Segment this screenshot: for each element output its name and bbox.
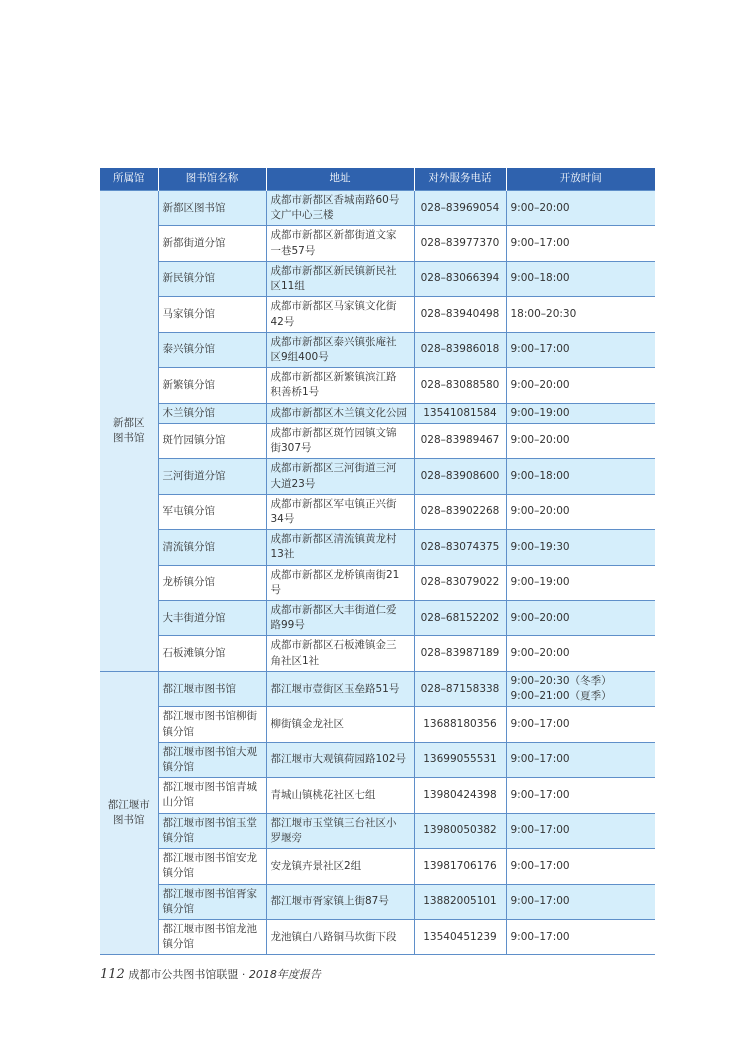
library-name-cell: [158, 530, 266, 565]
library-name-cell: [158, 565, 266, 600]
hours-cell-line: 9:00–18:00: [510, 272, 570, 285]
phone-cell: 028–83987189: [414, 636, 506, 671]
table-row: [100, 601, 655, 636]
library-name-cell: [158, 297, 266, 332]
address-cell: [266, 423, 414, 458]
table-row: [100, 332, 655, 367]
table-row: [100, 778, 655, 813]
hours-cell-line: 9:00–20:00: [510, 434, 570, 447]
phone-cell: 13541081584: [414, 403, 506, 423]
library-name-cell: [158, 919, 266, 954]
header-address: 地址: [266, 168, 414, 191]
hours-cell: [506, 919, 655, 954]
address-cell-line: 柳街镇金龙社区: [270, 717, 344, 730]
library-name-cell-line: 新民镇分馆: [162, 272, 215, 285]
address-cell: [266, 297, 414, 332]
address-cell-line: 区11组: [270, 280, 305, 293]
address-cell-line: 34号: [270, 512, 295, 525]
library-name-cell: [158, 368, 266, 403]
address-cell-line: 成都市新都区香城南路60号: [270, 194, 400, 206]
library-name-cell: [158, 813, 266, 848]
address-cell: [266, 919, 414, 954]
hours-cell-line: 9:00–20:00: [510, 505, 570, 518]
hours-cell-line: 9:00–21:00（夏季）: [510, 690, 612, 703]
affiliation-line: 图书馆: [113, 814, 145, 827]
hours-cell: [506, 530, 655, 565]
header-affiliation: 所属馆: [100, 168, 158, 191]
hours-cell-line: 9:00–18:00: [510, 469, 570, 482]
address-cell: [266, 742, 414, 777]
address-cell-line: 一巷57号: [270, 244, 316, 257]
library-name-cell: [158, 742, 266, 777]
phone-cell: 028–83074375: [414, 530, 506, 565]
library-name-cell-line: 山分馆: [162, 796, 194, 809]
table-row: [100, 849, 655, 884]
library-name-cell-line: 都江堰市图书馆玉堂: [162, 816, 257, 829]
library-name-cell-line: 镇分馆: [162, 938, 194, 951]
library-name-cell: [158, 423, 266, 458]
hours-cell: [506, 849, 655, 884]
hours-cell: [506, 778, 655, 813]
phone-cell: 028–83088580: [414, 368, 506, 403]
header-library-name: 图书馆名称: [158, 168, 266, 191]
library-name-cell-line: 都江堰市图书馆柳街: [162, 710, 257, 723]
hours-cell-line: 9:00–20:00: [510, 201, 570, 214]
phone-cell: 028–83969054: [414, 191, 506, 226]
library-name-cell-line: 都江堰市图书馆: [162, 682, 236, 695]
table-row: [100, 884, 655, 919]
library-name-cell-line: 都江堰市图书馆安龙: [162, 852, 257, 865]
hours-cell: [506, 636, 655, 671]
address-cell-line: 区9组400号: [270, 350, 329, 363]
address-cell-line: 角社区1社: [270, 654, 320, 667]
library-name-cell-line: 斑竹园镇分馆: [162, 434, 226, 447]
table-row: [100, 742, 655, 777]
hours-cell-line: 9:00–17:00: [510, 824, 570, 837]
header-phone: 对外服务电话: [414, 168, 506, 191]
library-name-cell: [158, 261, 266, 296]
phone-cell: 13699055531: [414, 742, 506, 777]
address-cell-line: 42号: [270, 315, 295, 328]
address-cell-line: 成都市新都区木兰镇文化公园: [270, 406, 407, 419]
table-row: [100, 813, 655, 848]
address-cell-line: 文广中心三楼: [270, 209, 334, 222]
address-cell: [266, 530, 414, 565]
table-body: [100, 191, 655, 955]
hours-cell: [506, 403, 655, 423]
hours-cell: [506, 494, 655, 529]
page-footer: [100, 966, 321, 982]
phone-cell: 13980050382: [414, 813, 506, 848]
phone-cell: 028–83079022: [414, 565, 506, 600]
table-row: [100, 919, 655, 954]
hours-cell-line: 9:00–19:00: [510, 406, 570, 419]
library-name-cell-line: 石板滩镇分馆: [162, 647, 226, 660]
hours-cell-line: 9:00–17:00: [510, 237, 570, 250]
address-cell-line: 成都市新都区斑竹园镇文锦: [270, 426, 397, 439]
address-cell-line: 都江堰市壹街区玉垒路51号: [270, 682, 400, 695]
affiliation-line: 都江堰市: [107, 798, 150, 811]
library-name-cell-line: 大丰街道分馆: [162, 611, 226, 624]
address-cell: [266, 636, 414, 671]
hours-cell: [506, 191, 655, 226]
hours-cell-line: 9:00–17:00: [510, 930, 570, 943]
library-name-cell-line: 镇分馆: [162, 725, 194, 738]
table-row: [100, 636, 655, 671]
footer-separator: ·: [241, 968, 246, 981]
phone-cell: 028–83066394: [414, 261, 506, 296]
hours-cell: [506, 332, 655, 367]
library-name-cell-line: 三河街道分馆: [162, 469, 226, 482]
library-name-cell: [158, 332, 266, 367]
table-row: [100, 423, 655, 458]
library-name-cell-line: 新繁镇分馆: [162, 378, 215, 391]
library-name-cell-line: 都江堰市图书馆龙池: [162, 922, 257, 935]
address-cell-line: 成都市新都区三河街道三河: [270, 462, 397, 475]
hours-cell-line: 9:00–20:00: [510, 611, 570, 624]
hours-cell-line: 9:00–17:00: [510, 788, 570, 801]
hours-cell: [506, 368, 655, 403]
address-cell: [266, 707, 414, 742]
table-header-row: [100, 168, 655, 191]
address-cell-line: 成都市新都区军屯镇正兴街: [270, 497, 397, 510]
table-row: [100, 494, 655, 529]
hours-cell: [506, 884, 655, 919]
affiliation-cell: [100, 671, 158, 955]
hours-cell-line: 9:00–20:00: [510, 647, 570, 660]
library-name-cell-line: 镇分馆: [162, 761, 194, 773]
address-cell: [266, 332, 414, 367]
phone-cell: 13981706176: [414, 849, 506, 884]
phone-cell: 028–83989467: [414, 423, 506, 458]
table-row: [100, 191, 655, 226]
hours-cell: [506, 813, 655, 848]
table-row: [100, 530, 655, 565]
address-cell-line: 成都市新都区泰兴镇张庵社: [270, 335, 397, 348]
address-cell-line: 都江堰市玉堂镇三台社区小: [270, 816, 397, 829]
address-cell: [266, 191, 414, 226]
address-cell: [266, 778, 414, 813]
hours-cell: [506, 565, 655, 600]
table-row: [100, 226, 655, 261]
table-row: [100, 403, 655, 423]
library-name-cell: [158, 636, 266, 671]
library-name-cell: [158, 403, 266, 423]
table-row: [100, 261, 655, 296]
phone-cell: 13980424398: [414, 778, 506, 813]
address-cell: [266, 849, 414, 884]
address-cell-line: 成都市新都区新民镇新民社: [270, 264, 397, 277]
library-name-cell: [158, 601, 266, 636]
address-cell-line: 13社: [270, 548, 295, 561]
phone-cell: 028–83940498: [414, 297, 506, 332]
page-number: 112: [100, 967, 125, 982]
library-name-cell-line: 军屯镇分馆: [162, 505, 215, 518]
hours-cell: [506, 707, 655, 742]
library-name-cell: [158, 226, 266, 261]
library-table: [100, 168, 655, 955]
phone-cell: 13540451239: [414, 919, 506, 954]
publication-name: 成都市公共图书馆联盟: [128, 968, 239, 981]
address-cell-line: 成都市新都区新繁镇滨江路: [270, 371, 397, 384]
library-name-cell: [158, 778, 266, 813]
hours-cell-line: 9:00–17:00: [510, 343, 570, 356]
phone-cell: 028–83908600: [414, 459, 506, 494]
hours-cell-line: 9:00–17:00: [510, 753, 570, 766]
hours-cell-line: 9:00–19:30: [510, 540, 570, 553]
library-name-cell-line: 泰兴镇分馆: [162, 343, 215, 356]
phone-cell: 028–83977370: [414, 226, 506, 261]
library-name-cell-line: 马家镇分馆: [162, 307, 215, 320]
address-cell-line: 都江堰市大观镇荷园路102号: [270, 753, 407, 766]
report-title: 2018年度报告: [248, 968, 321, 981]
affiliation-line: 新都区: [113, 416, 145, 429]
address-cell-line: 积善桥1号: [270, 386, 320, 399]
hours-cell: [506, 261, 655, 296]
address-cell: [266, 261, 414, 296]
library-name-cell-line: 镇分馆: [162, 902, 194, 915]
hours-cell-line: 9:00–17:00: [510, 717, 570, 730]
hours-cell-line: 9:00–17:00: [510, 895, 570, 908]
library-name-cell: [158, 671, 266, 706]
address-cell: [266, 403, 414, 423]
library-name-cell-line: 都江堰市图书馆胥家: [162, 887, 257, 900]
library-name-cell-line: 镇分馆: [162, 831, 194, 844]
address-cell-line: 大道23号: [270, 477, 316, 490]
library-name-cell-line: 龙桥镇分馆: [162, 576, 215, 589]
address-cell: [266, 565, 414, 600]
hours-cell: [506, 226, 655, 261]
address-cell-line: 成都市新都区龙桥镇南街21号: [270, 568, 400, 596]
phone-cell: 028–87158338: [414, 671, 506, 706]
hours-cell: [506, 297, 655, 332]
library-name-cell-line: 都江堰市图书馆大观: [162, 745, 257, 758]
affiliation-line: 图书馆: [113, 431, 145, 444]
address-cell: [266, 459, 414, 494]
address-cell-line: 成都市新都区大丰街道仁爱: [270, 604, 397, 617]
library-name-cell-line: 都江堰市图书馆青城: [162, 781, 257, 794]
library-name-cell: [158, 494, 266, 529]
phone-cell: 13882005101: [414, 884, 506, 919]
hours-cell-line: 9:00–20:30（冬季）: [510, 674, 612, 687]
address-cell-line: 安龙镇卉景社区2组: [270, 859, 362, 872]
address-cell: [266, 368, 414, 403]
phone-cell: 028–83902268: [414, 494, 506, 529]
address-cell-line: 街307号: [270, 442, 312, 455]
library-name-cell-line: 新都区图书馆: [162, 201, 226, 214]
hours-cell-line: 9:00–20:00: [510, 378, 570, 391]
library-name-cell-line: 清流镇分馆: [162, 540, 215, 553]
library-name-cell: [158, 884, 266, 919]
address-cell: [266, 813, 414, 848]
table-row: [100, 459, 655, 494]
address-cell: [266, 494, 414, 529]
library-name-cell-line: 新都街道分馆: [162, 237, 226, 250]
hours-cell: [506, 671, 655, 706]
library-name-cell: [158, 459, 266, 494]
address-cell-line: 龙池镇白八路铜马坎街下段: [270, 930, 397, 943]
address-cell-line: 成都市新都区石板滩镇金三: [270, 639, 397, 652]
library-name-cell: [158, 191, 266, 226]
table-row: [100, 707, 655, 742]
phone-cell: 028–83986018: [414, 332, 506, 367]
library-name-cell-line: 木兰镇分馆: [162, 406, 215, 419]
address-cell-line: 都江堰市胥家镇上街87号: [270, 895, 389, 908]
hours-cell-line: 9:00–19:00: [510, 576, 570, 589]
address-cell: [266, 601, 414, 636]
header-hours: 开放时间: [506, 168, 655, 191]
table-row: [100, 565, 655, 600]
address-cell-line: 成都市新都区清流镇黄龙村: [270, 533, 397, 546]
address-cell-line: 成都市新都区新都街道文家: [270, 229, 397, 242]
address-cell-line: 罗堰旁: [270, 831, 302, 844]
hours-cell-line: 9:00–17:00: [510, 859, 570, 872]
hours-cell: [506, 459, 655, 494]
hours-cell-line: 18:00–20:30: [510, 307, 577, 320]
address-cell: [266, 884, 414, 919]
address-cell-line: 青城山镇桃花社区七组: [270, 788, 376, 801]
library-name-cell-line: 镇分馆: [162, 867, 194, 880]
address-cell: [266, 671, 414, 706]
affiliation-cell: [100, 191, 158, 672]
library-name-cell: [158, 707, 266, 742]
library-name-cell: [158, 849, 266, 884]
hours-cell: [506, 601, 655, 636]
address-cell-line: 路99号: [270, 619, 305, 632]
table-row: [100, 368, 655, 403]
hours-cell: [506, 423, 655, 458]
table-row: [100, 297, 655, 332]
hours-cell: [506, 742, 655, 777]
phone-cell: 028–68152202: [414, 601, 506, 636]
address-cell-line: 成都市新都区马家镇文化街: [270, 300, 397, 313]
phone-cell: 13688180356: [414, 707, 506, 742]
table-row: [100, 671, 655, 706]
address-cell: [266, 226, 414, 261]
